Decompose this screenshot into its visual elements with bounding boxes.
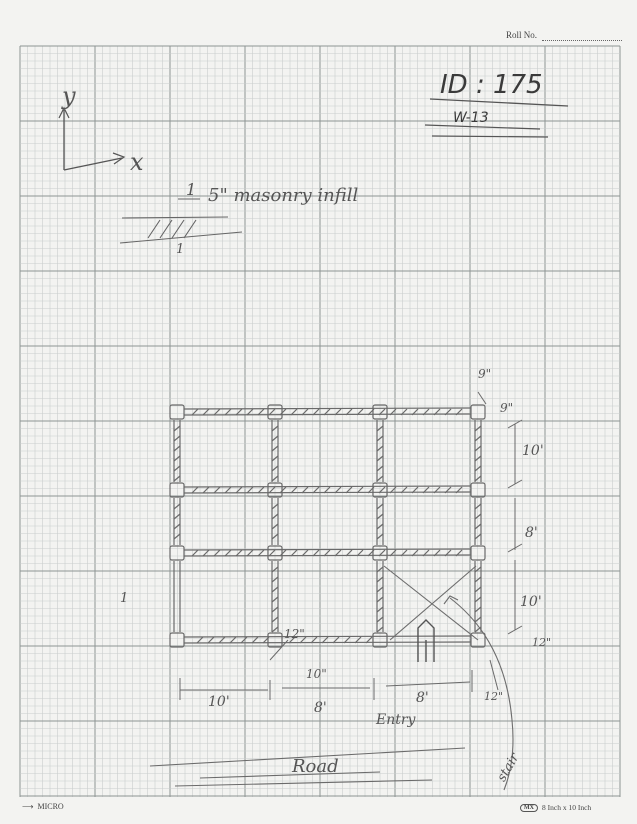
wall-hatch (272, 476, 278, 481)
wall-hatch (377, 466, 383, 471)
wall-hatch (475, 466, 481, 471)
wall-hatch (377, 617, 383, 622)
dim-bay-1: 10' (208, 694, 230, 710)
wall-hatch (272, 436, 278, 441)
wall-hatch (174, 524, 180, 529)
wall-hatch (475, 476, 481, 481)
id-underline (430, 99, 568, 106)
wall-hatch (475, 436, 481, 441)
beam-hatch (258, 487, 264, 493)
beam-hatch (247, 409, 253, 415)
wall-hatch (272, 577, 278, 582)
beam-hatch (192, 550, 198, 556)
beam-hatch (203, 487, 209, 493)
wall-hatch (475, 524, 481, 529)
wall-hatch (174, 504, 180, 509)
wall-hatch (475, 577, 481, 582)
wall-hatch (475, 446, 481, 451)
wall-hatch (272, 627, 278, 632)
wall-hatch (475, 587, 481, 592)
frame-plan (170, 405, 485, 647)
beam-hatch (203, 550, 209, 556)
wall-hatch (377, 597, 383, 602)
wall-hatch (174, 436, 180, 441)
wall-hatch (377, 607, 383, 612)
wall-hatch (272, 524, 278, 529)
dim-storey-1: 10' (522, 443, 544, 459)
column-box (268, 483, 282, 497)
axis-x-label: x (130, 148, 144, 176)
wall-hatch (377, 514, 383, 519)
axis-icon (59, 108, 124, 170)
column-box (268, 546, 282, 560)
beam-hatch (197, 637, 203, 643)
beam-line (184, 555, 471, 556)
beam-hatch (214, 487, 220, 493)
wall-hatch (475, 426, 481, 431)
id-note: ID : 175 (440, 70, 543, 100)
wall-hatch (272, 456, 278, 461)
beam-hatch (208, 637, 214, 643)
entry-label: Entry (376, 712, 416, 728)
beam-hatch (247, 487, 253, 493)
wall-hatch (174, 446, 180, 451)
dim-col-top-2: 9" (500, 401, 514, 415)
masonry-symbol (120, 217, 242, 243)
wall-hatch (475, 567, 481, 572)
beam-line (184, 642, 471, 643)
stair-cross (384, 566, 513, 790)
wall-hatch (174, 426, 180, 431)
dim-bay-2: 8' (314, 700, 327, 716)
beam-hatch (214, 550, 220, 556)
wall-hatch (272, 597, 278, 602)
beam-hatch (192, 487, 198, 493)
roll-number-label: Roll No. (506, 30, 538, 40)
dim-storey-3: 10' (520, 594, 542, 610)
column-box (373, 546, 387, 560)
dim-col-base-mid: 10" (306, 667, 327, 681)
column-box (471, 546, 485, 560)
road-label: Road (292, 756, 339, 777)
wall-hatch (377, 504, 383, 509)
wall-hatch (475, 534, 481, 539)
wall-hatch (272, 567, 278, 572)
stray-mark: 1 (120, 591, 129, 606)
beam-line (184, 486, 471, 487)
wall-hatch (174, 514, 180, 519)
beam-hatch (236, 550, 242, 556)
beam-hatch (258, 550, 264, 556)
wall-hatch (475, 597, 481, 602)
wall-hatch (272, 504, 278, 509)
wall-hatch (377, 446, 383, 451)
column-box (268, 405, 282, 419)
column-box (471, 483, 485, 497)
wall-hatch (272, 587, 278, 592)
beam-hatch (225, 550, 231, 556)
wall-hatch (377, 456, 383, 461)
column-box (373, 405, 387, 419)
beam-hatch (225, 409, 231, 415)
wall-hatch (475, 504, 481, 509)
wall-hatch (377, 577, 383, 582)
wall-hatch (475, 617, 481, 622)
beam-hatch (247, 550, 253, 556)
wall-hatch (174, 456, 180, 461)
brand-logo: MX (520, 804, 538, 812)
wall-hatch (174, 466, 180, 471)
dim-col-mid: 12" (284, 627, 305, 641)
dim-col-top-1: 9" (478, 367, 492, 381)
dim-col-base-right: 12" (484, 690, 504, 703)
beam-hatch (214, 409, 220, 415)
wall-hatch (377, 524, 383, 529)
beam-line (184, 408, 471, 409)
beam-hatch (203, 409, 209, 415)
wall-hatch (377, 426, 383, 431)
beam-hatch (236, 409, 242, 415)
beam-hatch (252, 637, 258, 643)
wall-hatch (272, 617, 278, 622)
beam-line (184, 414, 471, 415)
wall-hatch (475, 456, 481, 461)
dimension-lines (180, 392, 522, 700)
beam-line (184, 492, 471, 493)
dim-storey-2: 8' (525, 525, 538, 541)
column-box (373, 483, 387, 497)
column-box (471, 405, 485, 419)
beam-hatch (236, 487, 242, 493)
wall-hatch (377, 567, 383, 572)
wall-hatch (272, 466, 278, 471)
infill-fraction: 1 (186, 180, 197, 199)
wall-hatch (272, 514, 278, 519)
sub-underline-2 (432, 136, 548, 137)
north-arrow-icon (418, 620, 434, 662)
beam-hatch (219, 637, 225, 643)
footer-size-label: 8 Inch x 10 Inch (542, 803, 592, 812)
arrow-icon: ⟶ (22, 802, 34, 811)
axis-y-label: y (62, 82, 76, 110)
footer-brand-label: MICRO (37, 802, 64, 811)
beam-line (184, 549, 471, 550)
column-box (170, 633, 184, 647)
beam-hatch (258, 409, 264, 415)
column-box (373, 633, 387, 647)
dim-col-right-bottom: 12" (532, 636, 552, 649)
wall-hatch (377, 534, 383, 539)
wall-hatch (174, 476, 180, 481)
wall-hatch (377, 627, 383, 632)
infill-note: 5" masonry infill (208, 185, 359, 206)
stair-label: stair (494, 750, 523, 785)
dim-bay-3: 8' (416, 690, 429, 706)
wall-hatch (377, 476, 383, 481)
sub-note: W-13 (453, 110, 489, 126)
column-box (170, 405, 184, 419)
beam-hatch (230, 637, 236, 643)
wall-hatch (272, 534, 278, 539)
beam-hatch (241, 637, 247, 643)
wall-hatch (475, 607, 481, 612)
column-box (170, 483, 184, 497)
wall-hatch (272, 426, 278, 431)
column-box (268, 633, 282, 647)
wall-hatch (377, 436, 383, 441)
beam-hatch (225, 487, 231, 493)
wall-hatch (475, 514, 481, 519)
masonry-symbol-label: 1 (176, 242, 185, 257)
wall-hatch (174, 534, 180, 539)
wall-hatch (272, 446, 278, 451)
wall-hatch (377, 587, 383, 592)
column-box (170, 546, 184, 560)
wall-hatch (272, 607, 278, 612)
beam-hatch (192, 409, 198, 415)
